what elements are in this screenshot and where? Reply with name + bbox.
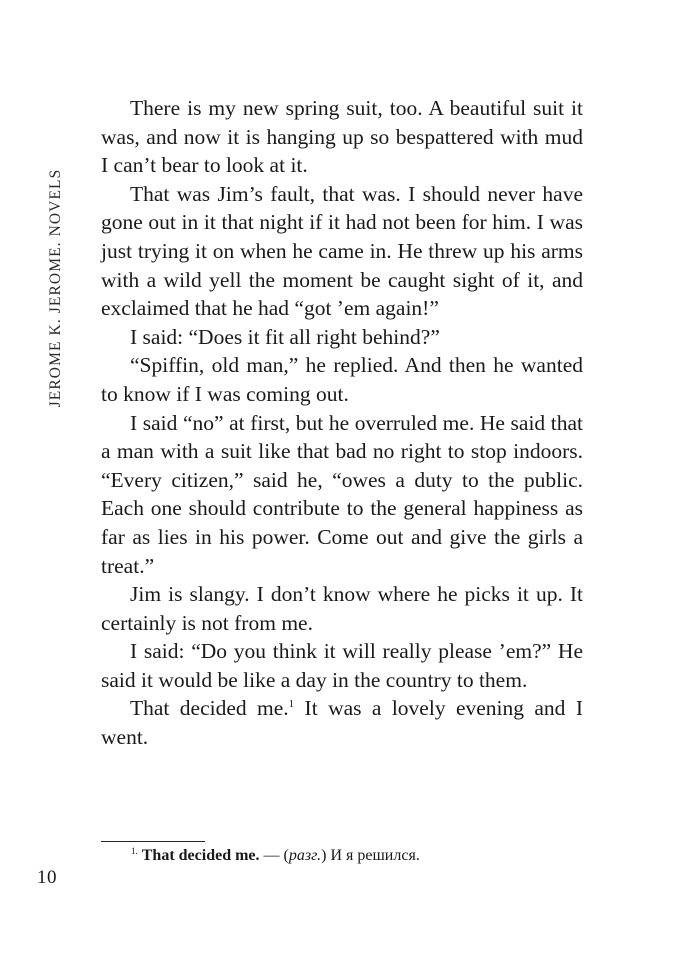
paragraph: That was Jim’s fault, that was. I should never have gone out in it that night if it had not been for him. I was just trying it on when he came in. He threw up his arms with a wild yell the moment be caught sight of it, and exclaimed that he had “got ’em again!” bbox=[101, 181, 583, 321]
footnote-term: That decided me. bbox=[141, 847, 260, 864]
footnote-divider bbox=[101, 841, 205, 842]
paragraph: “Spiffin, old man,” he replied. And then he wanted to know if I was coming out. bbox=[101, 353, 583, 406]
running-head-text: JEROME K. JEROME. NOVELS bbox=[47, 168, 64, 408]
footnote-marker: 1. bbox=[131, 846, 138, 856]
paragraph: There is my new spring suit, too. A beautiful suit it was, and now it is hanging up so bespattered with mud I can’t bear to look at it. bbox=[101, 96, 583, 178]
footnote-reference[interactable]: 1 bbox=[288, 698, 295, 711]
footnote-translation: ) И я решился. bbox=[321, 847, 420, 864]
paragraph: I said “no” at first, but he overruled me. He said that a man with a suit like that bad no right to stop indoors. “Every citizen,” said he, “owes a duty to the public. Each one should contribute to the general happiness as far as lies in his power. Come out and give the girls a treat.” bbox=[101, 410, 583, 578]
paragraph-with-footnote bbox=[101, 694, 583, 751]
footnote-dash: — ( bbox=[259, 847, 289, 864]
paragraph: I said: “Do you think it will really please ’em?” He said it would be like a day in the country to them. bbox=[101, 639, 583, 692]
body-text bbox=[101, 94, 583, 752]
paragraph: Jim is slangy. I don’t know where he picks it up. It certainly is not from me. bbox=[101, 582, 583, 635]
footnote-label: разг. bbox=[288, 847, 322, 864]
paragraph: I said: “Does it fit all right behind?” bbox=[130, 324, 440, 349]
paragraph-text: That decided me. bbox=[130, 696, 289, 721]
footnote bbox=[131, 846, 420, 866]
paragraph-text: It was a lovely evening and I went. bbox=[101, 696, 583, 750]
page-number: 10 bbox=[37, 867, 57, 888]
